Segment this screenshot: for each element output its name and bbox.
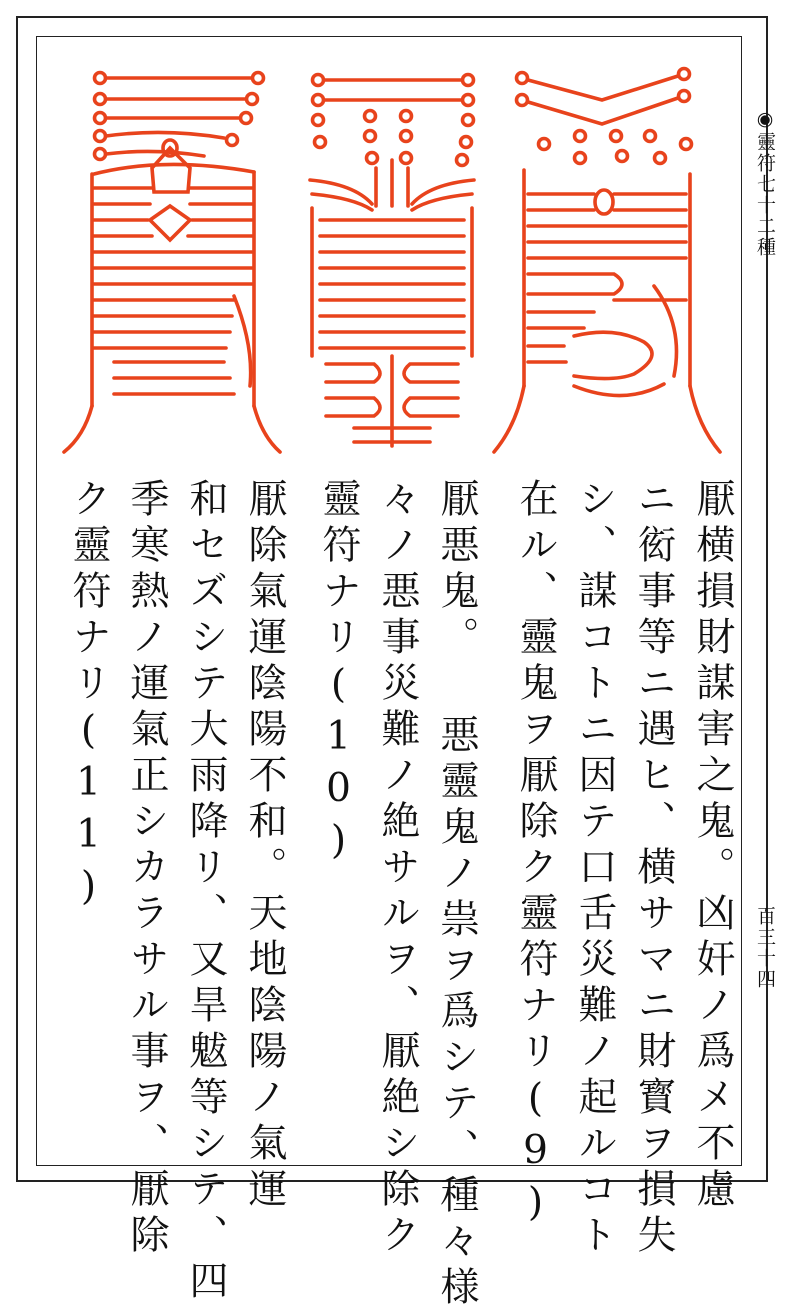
text-column-8: 厭除氣運陰陽不和。天地陰陽ノ氣運	[242, 478, 287, 1214]
text-column-11: ク靈符ナリ(11)	[66, 478, 111, 916]
text-column-7: 靈符ナリ(10)	[316, 478, 361, 870]
text-column-6: 々ノ悪事災難ノ絶サルヲ、厭絶シ除ク	[375, 478, 420, 1260]
talisman-figures	[54, 56, 734, 466]
bullet-icon: ◉	[754, 108, 776, 132]
running-title: 靈符七十二種	[754, 132, 776, 258]
text-column-5: 厭悪鬼。 悪靈鬼ノ祟ヲ爲シテ、種々様	[434, 478, 479, 1312]
text-column-10: 季寒熱ノ運氣正シカラサル事ヲ、厭除	[124, 478, 169, 1260]
text-column-2: ニ衒事等ニ遇ヒ、横サマニ財寳ヲ損失	[631, 478, 676, 1260]
running-head	[752, 108, 779, 258]
text-column-9: 和セズシテ大雨降リ、又旱魃等シテ、四	[183, 478, 228, 1306]
talisman-11-seal	[64, 73, 280, 453]
page-number: 百三十四	[754, 906, 776, 990]
text-column-1: 厭横損財謀害之鬼。凶奸ノ爲メ不慮	[690, 478, 735, 1214]
talisman-10-seal	[310, 75, 474, 447]
text-column-3: シ、謀コトニ因テ口舌災難ノ起ルコト	[572, 478, 617, 1260]
text-column-4: 在ル、靈鬼ヲ厭除ク靈符ナリ(9)	[513, 478, 558, 1232]
talisman-9-seal	[494, 69, 720, 453]
